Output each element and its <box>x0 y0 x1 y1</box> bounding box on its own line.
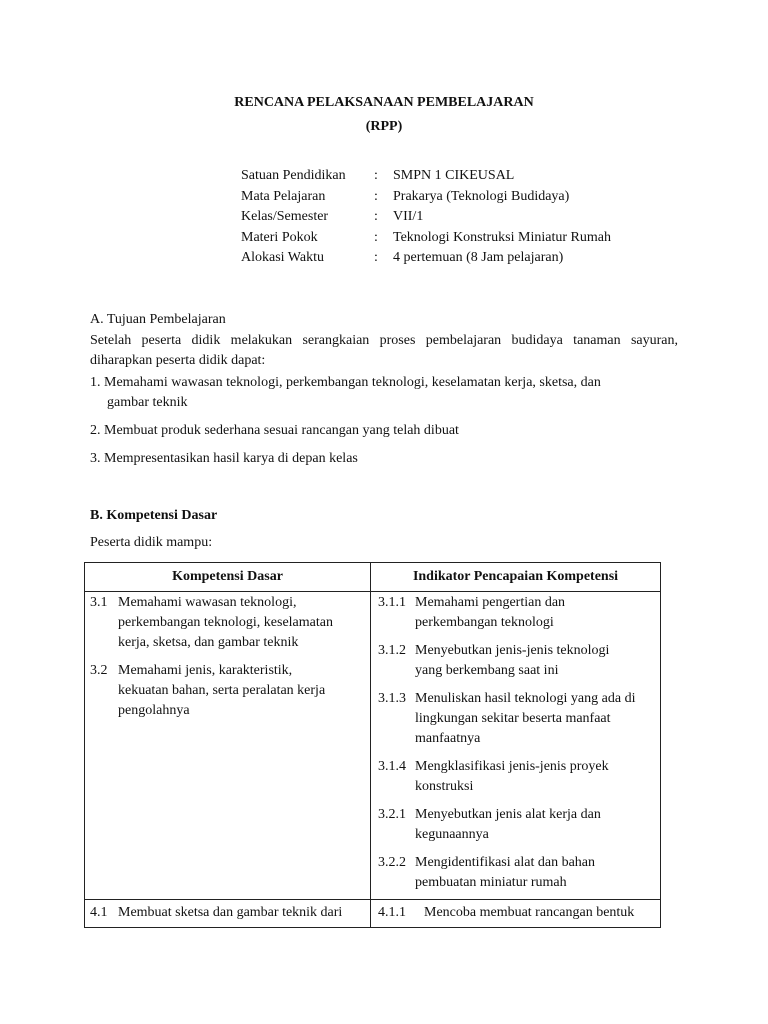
kd-item-3-1 <box>90 593 366 653</box>
info-row-alokasi <box>241 248 611 269</box>
indicator-line: manfaatnya <box>415 731 481 746</box>
kd-text: Membuat sketsa dan gambar teknik dari <box>118 905 343 920</box>
info-label: Satuan Pendidikan <box>241 168 346 183</box>
info-value: VII/1 <box>393 209 424 224</box>
indicator-text <box>415 593 656 633</box>
identity-info <box>241 166 611 269</box>
kd-item-3-2 <box>90 661 366 721</box>
indicator-line: yang berkembang saat ini <box>415 663 559 678</box>
info-row-satuan <box>241 166 611 187</box>
indicator-number: 3.1.4 <box>378 759 406 774</box>
kd-line: Memahami wawasan teknologi, <box>118 595 297 610</box>
indicator-item-4-1-1 <box>378 903 656 923</box>
info-colon: : <box>374 250 378 265</box>
competency-table <box>84 562 661 928</box>
goal-1-line2: gambar teknik <box>107 395 188 410</box>
indicator-line: konstruksi <box>415 779 474 794</box>
kd-cell <box>85 900 371 928</box>
goal-3: 3. Mempresentasikan hasil karya di depan kelas <box>90 451 358 466</box>
kd-text <box>118 593 366 653</box>
indicator-number: 3.2.1 <box>378 807 406 822</box>
info-value: SMPN 1 CIKEUSAL <box>393 168 515 183</box>
indicator-line: Mengidentifikasi alat dan bahan <box>415 855 595 870</box>
kd-number: 3.1 <box>90 595 108 610</box>
table-header-kd: Kompetensi Dasar <box>85 563 371 592</box>
indicator-line: Mengklasifikasi jenis-jenis proyek <box>415 759 609 774</box>
indicator-line: lingkungan sekitar beserta manfaat <box>415 711 611 726</box>
indicator-item-3-2-2 <box>378 853 656 893</box>
indicator-text: Mencoba membuat rancangan bentuk <box>424 905 635 920</box>
indicator-item-3-2-1 <box>378 805 656 845</box>
goal-2: 2. Membuat produk sederhana sesuai rancangan yang telah dibuat <box>90 423 459 438</box>
info-value: 4 pertemuan (8 Jam pelajaran) <box>393 250 564 265</box>
table-header-indicator: Indikator Pencapaian Kompetensi <box>371 563 661 592</box>
table-row <box>85 900 661 928</box>
indicator-line: Menyebutkan jenis-jenis teknologi <box>415 643 610 658</box>
kd-line: perkembangan teknologi, keselamatan <box>118 615 333 630</box>
table-header-row <box>85 563 661 592</box>
indicator-item-3-1-3 <box>378 689 656 749</box>
section-a-intro-line2: diharapkan peserta didik dapat: <box>90 353 266 368</box>
indicator-line: Menyebutkan jenis alat kerja dan <box>415 807 601 822</box>
indicator-line: perkembangan teknologi <box>415 615 554 630</box>
kd-line: kerja, sketsa, dan gambar teknik <box>118 635 299 650</box>
document-title: RENCANA PELAKSANAAN PEMBELAJARAN <box>234 95 534 110</box>
info-row-mapel <box>241 187 611 208</box>
document-subtitle: (RPP) <box>365 119 403 134</box>
indicator-cell <box>371 900 661 928</box>
info-row-materi <box>241 228 611 249</box>
indicator-text <box>415 689 656 749</box>
indicator-text <box>415 853 656 893</box>
info-colon: : <box>374 229 378 245</box>
info-value: Prakarya (Teknologi Budidaya) <box>393 188 570 204</box>
indicator-line: pembuatan miniatur rumah <box>415 875 567 890</box>
indicator-text <box>415 805 656 845</box>
indicator-item-3-1-1 <box>378 593 656 633</box>
indicator-number: 3.1.1 <box>378 595 406 610</box>
kd-line: Memahami jenis, karakteristik, <box>118 663 293 678</box>
indicator-item-3-1-2 <box>378 641 656 681</box>
indicator-number: 3.1.3 <box>378 691 406 706</box>
kd-line: kekuatan bahan, serta peralatan kerja <box>118 683 326 698</box>
indicator-number: 4.1.1 <box>378 905 406 920</box>
kd-number: 4.1 <box>90 905 108 920</box>
indicator-text <box>415 757 656 797</box>
kd-line: pengolahnya <box>118 703 190 718</box>
section-a-heading: A. Tujuan Pembelajaran <box>90 312 226 327</box>
info-colon: : <box>374 188 378 204</box>
kd-cell <box>85 592 371 900</box>
info-colon: : <box>374 168 378 183</box>
indicator-number: 3.2.2 <box>378 855 406 870</box>
section-a-intro-line1: Setelah peserta didik melakukan serangkaian proses pembelajaran budidaya tanaman sayuran, <box>90 333 678 348</box>
info-row-kelas <box>241 207 611 228</box>
indicator-number: 3.1.2 <box>378 643 406 658</box>
kd-number: 3.2 <box>90 663 108 678</box>
info-label: Kelas/Semester <box>241 209 329 224</box>
info-label: Alokasi Waktu <box>241 250 324 265</box>
kd-text <box>118 661 366 721</box>
section-b-heading: B. Kompetensi Dasar <box>90 508 218 523</box>
info-colon: : <box>374 209 378 224</box>
section-b-intro: Peserta didik mampu: <box>90 535 213 550</box>
goal-1-line1: 1. Memahami wawasan teknologi, perkembangan teknologi, keselamatan kerja, sketsa, dan <box>90 375 601 390</box>
kd-item-4-1 <box>90 903 366 923</box>
indicator-cell <box>371 592 661 900</box>
indicator-item-3-1-4 <box>378 757 656 797</box>
indicator-line: Memahami pengertian dan <box>415 595 566 610</box>
indicator-line: Menuliskan hasil teknologi yang ada di <box>415 691 636 706</box>
info-value: Teknologi Konstruksi Miniatur Rumah <box>393 229 611 245</box>
info-label: Mata Pelajaran <box>241 188 326 204</box>
indicator-line: kegunaannya <box>415 827 489 842</box>
indicator-text <box>415 641 656 681</box>
table-row <box>85 592 661 900</box>
info-label: Materi Pokok <box>241 229 318 245</box>
